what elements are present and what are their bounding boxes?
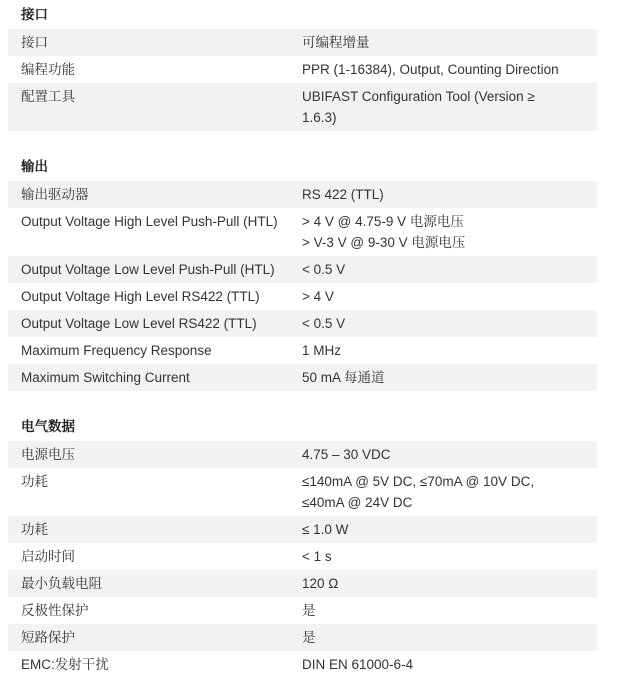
spec-value: > 4 V @ 4.75-9 V 电源电压 > V-3 V @ 9-30 V 电源电压 bbox=[302, 214, 466, 250]
table-row bbox=[8, 56, 597, 83]
spec-value: 是 bbox=[302, 630, 316, 645]
table-row bbox=[8, 364, 597, 391]
spec-label: Output Voltage High Level Push-Pull (HTL) bbox=[21, 214, 278, 229]
table-row bbox=[8, 181, 597, 208]
table-row bbox=[8, 283, 597, 310]
table-row bbox=[8, 468, 597, 516]
table-row bbox=[8, 256, 597, 283]
spec-label: 启动时间 bbox=[21, 549, 75, 564]
table-row bbox=[8, 29, 597, 56]
spec-value: RS 422 (TTL) bbox=[302, 187, 384, 202]
spec-label: Output Voltage High Level RS422 (TTL) bbox=[21, 289, 260, 304]
spec-value: < 0.5 V bbox=[302, 262, 346, 277]
spec-value: 是 bbox=[302, 603, 316, 618]
spec-label: 电源电压 bbox=[21, 447, 75, 462]
table-row bbox=[8, 337, 597, 364]
spec-value: DIN EN 61000-6-4 bbox=[302, 657, 414, 672]
table-row bbox=[8, 310, 597, 337]
table-row bbox=[8, 441, 597, 468]
spec-label: 接口 bbox=[21, 35, 48, 50]
spec-value: < 0.5 V bbox=[302, 316, 346, 331]
spec-label: 最小负载电阻 bbox=[21, 576, 102, 591]
spec-label: 反极性保护 bbox=[21, 603, 89, 618]
spec-label: Output Voltage Low Level Push-Pull (HTL) bbox=[21, 262, 275, 277]
spec-value: ≤ 1.0 W bbox=[302, 522, 349, 537]
table-row bbox=[8, 624, 597, 651]
table-row bbox=[8, 597, 597, 624]
table-row bbox=[8, 543, 597, 570]
spec-value: > 4 V bbox=[302, 289, 334, 304]
section-interface bbox=[8, 0, 612, 131]
spec-value: PPR (1-16384), Output, Counting Direction bbox=[302, 62, 559, 77]
spec-value: 4.75 – 30 VDC bbox=[302, 447, 391, 462]
spec-value: 50 mA 每通道 bbox=[302, 370, 385, 385]
spec-value: < 1 s bbox=[302, 549, 332, 564]
spec-value: 可编程增量 bbox=[302, 35, 370, 50]
spec-value: 1 MHz bbox=[302, 343, 342, 358]
spec-label: 功耗 bbox=[21, 474, 48, 489]
spec-label: Maximum Switching Current bbox=[21, 370, 190, 385]
spec-label: 短路保护 bbox=[21, 630, 75, 645]
section-output bbox=[8, 152, 612, 391]
section-title: 接口 bbox=[21, 7, 48, 22]
section-electrical-data bbox=[8, 412, 612, 678]
spec-label: Maximum Frequency Response bbox=[21, 343, 212, 358]
table-row bbox=[8, 651, 597, 678]
spec-label: Output Voltage Low Level RS422 (TTL) bbox=[21, 316, 257, 331]
table-row bbox=[8, 516, 597, 543]
spec-value: UBIFAST Configuration Tool (Version ≥ 1.6.3) bbox=[302, 89, 535, 125]
spec-label: 输出驱动器 bbox=[21, 187, 89, 202]
spec-value: 120 Ω bbox=[302, 576, 339, 591]
spec-value: ≤140mA @ 5V DC, ≤70mA @ 10V DC, ≤40mA @ 24V DC bbox=[302, 474, 535, 510]
section-title: 电气数据 bbox=[21, 419, 75, 434]
spec-label: EMC:发射干扰 bbox=[21, 657, 109, 672]
table-row bbox=[8, 570, 597, 597]
spec-label: 功耗 bbox=[21, 522, 48, 537]
table-row bbox=[8, 208, 597, 256]
spec-label: 编程功能 bbox=[21, 62, 75, 77]
section-title: 输出 bbox=[21, 159, 48, 174]
table-row bbox=[8, 83, 597, 131]
spec-label: 配置工具 bbox=[21, 89, 75, 104]
